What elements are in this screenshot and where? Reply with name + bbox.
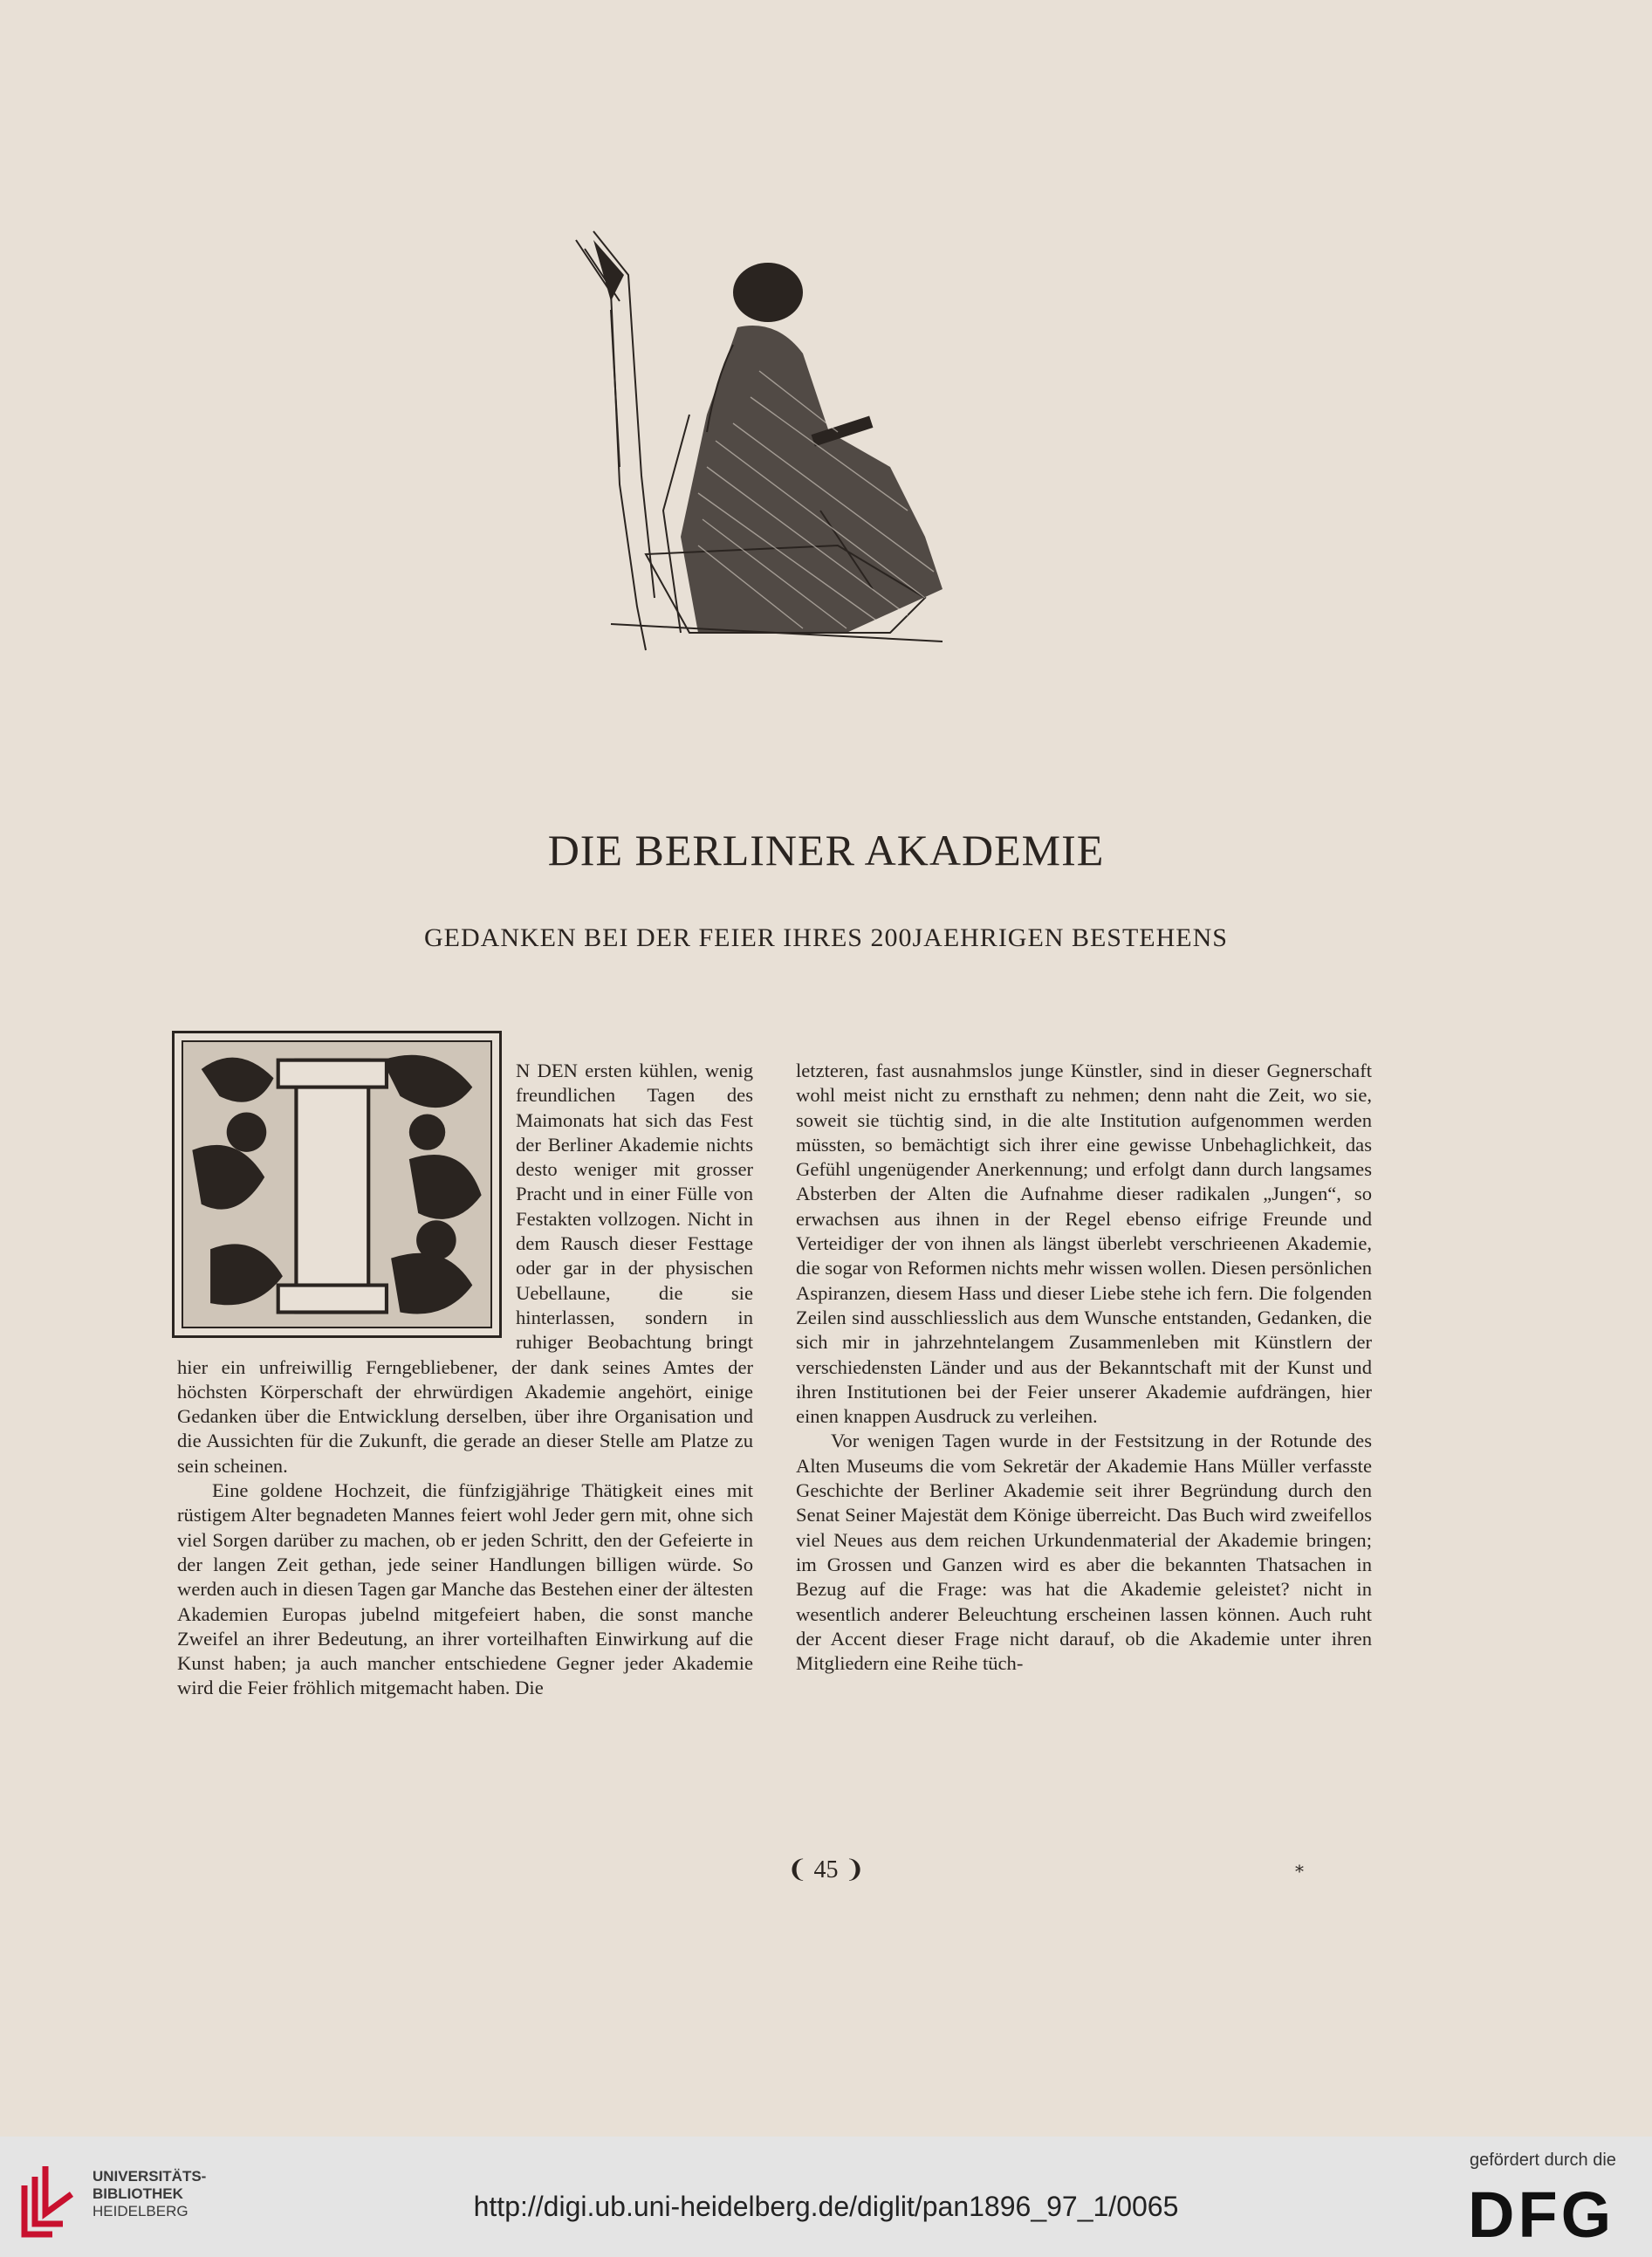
footnote-mark: * xyxy=(1295,1861,1304,1882)
dfg-logo[interactable]: DFG xyxy=(1468,2178,1615,2251)
decorated-initial-letter xyxy=(172,1031,502,1338)
woman-reading-illustration xyxy=(559,223,986,659)
permalink-url[interactable]: http://digi.ub.uni-heidelberg.de/diglit/pan1896_97_1/0065 xyxy=(473,2191,1179,2222)
text-column-left xyxy=(177,1059,753,1701)
institution-line-2: BIBLIOTHEK xyxy=(93,2185,183,2202)
institution-line-1: UNIVERSITÄTS- xyxy=(93,2168,207,2185)
paragraph-4: Vor wenigen Tagen wurde in der Festsitzung in der Rotunde des Alten Museums die vom Sekretär der Akademie Hans Müller verfasste Geschichte der Berliner Akademie seit ihrer Begründung durch den Senat Seiner Majestät dem Könige überreicht. Das Buch wird zweifellos viel Neues aus dem reichen Urkundenmaterial der Akademie bringen; im Grossen und Ganzen wird es aber die bekannten Thatsachen in Bezug auf die Frage: was hat die Akademie geleistet? nicht in wesentlich anderer Beleuchtung erscheinen lassen können. Auch ruht der Accent dieser Frage nicht darauf, ob die Akademie unter ihren Mitgliedern eine Reihe tüch- xyxy=(796,1430,1372,1675)
funding-label: gefördert durch die xyxy=(1470,2151,1616,2170)
paragraph-1: N DEN ersten kühlen, wenig freundlichen Tagen des Maimonats hat sich das Fest der Berliner Akademie nichts desto weniger mit grosser Pracht und in einer Fülle von Festakten vollzogen. Nicht in dem Rausch dieser Festtage oder gar in der physischen Uebellaune, die sie hinterlassen, sondern in ruhiger Beobachtung bringt hier ein unfreiwillig Ferngebliebener, der dank seines Amtes der höchsten Körperschaft der ehrwürdigen Akademie angehört, einige Gedanken über die Entwicklung derselben, über ihre Organisation und die Aussichten für die Zukunft, die gerade an dieser Stelle am Platze zu sein scheinen. xyxy=(177,1060,753,1477)
paragraph-3: letzteren, fast ausnahmslos junge Künstler, sind in dieser Gegnerschaft wohl meist nicht zu ernsthaft zu nehmen; denn naht die Zeit, wo sie, soweit sie tüchtig sind, in die alte Institution aufgenommen werden müssten, so bemächtigt sich ihrer eine gewisse Unbehaglichkeit, das Gefühl ungenügender Anerkennung; und erfolgt dann durch langsames Absterben der Alten die Aufnahme dieser radikalen „Jungen“, so erwachsen aus ihnen in der Regel ebenso eifrige Freunde und Verteidiger der von ihnen als längst überlebt verschrieenen Akademie, die sogar von Reformen nichts mehr wissen wollen. Diesen persönlichen Aspiranzen, diesem Hass und dieser Liebe stehe ich fern. Die folgenden Zeilen sind ausschliesslich aus dem Wunsche entstanden, Gedanken, die sich mir in jahrzehntelangem Zusammenleben mit Künstlern der verschiedensten Länder und aus der Bekanntschaft mit der Kunst und ihren Institutionen bei der Feier unserer Akademie aufdrängen, hier einen knappen Ausdruck zu verleihen. xyxy=(796,1060,1372,1428)
institution-line-3: HEIDELBERG xyxy=(93,2203,189,2219)
paragraph-2: Eine goldene Hochzeit, die fünfzigjährige Thätigkeit eines mit rüstigem Alter begnadeten Mannes feiert wohl Jeder gern mit, ohne sich viel Sorgen darüber zu machen, ob er jeden Schritt, den der Gefeierte in der langen Zeit gethan, jede seiner Handlungen billigen würde. So werden auch in diesen Tagen gar Manche das Bestehen einer der ältesten Akademien Europas jubelnd mitgefeiert haben, die sonst manche Zweifel an ihrer Bedeutung, an ihrer vorteilhaften Einwirkung auf die Kunst haben; ja auch mancher entschiedene Gegner jeder Akademie wird die Feier fröhlich mitgemacht haben. Die xyxy=(177,1479,753,1699)
page-number: ❨ 45 ❩ xyxy=(787,1856,865,1883)
digitization-footer xyxy=(0,2137,1652,2257)
article-subtitle: GEDANKEN BEI DER FEIER IHRES 200JAEHRIGEN BESTEHENS xyxy=(424,923,1228,952)
text-column-right xyxy=(796,1059,1372,1676)
article-title: DIE BERLINER AKADEMIE xyxy=(547,826,1105,875)
ornament-i-icon xyxy=(183,1042,490,1327)
